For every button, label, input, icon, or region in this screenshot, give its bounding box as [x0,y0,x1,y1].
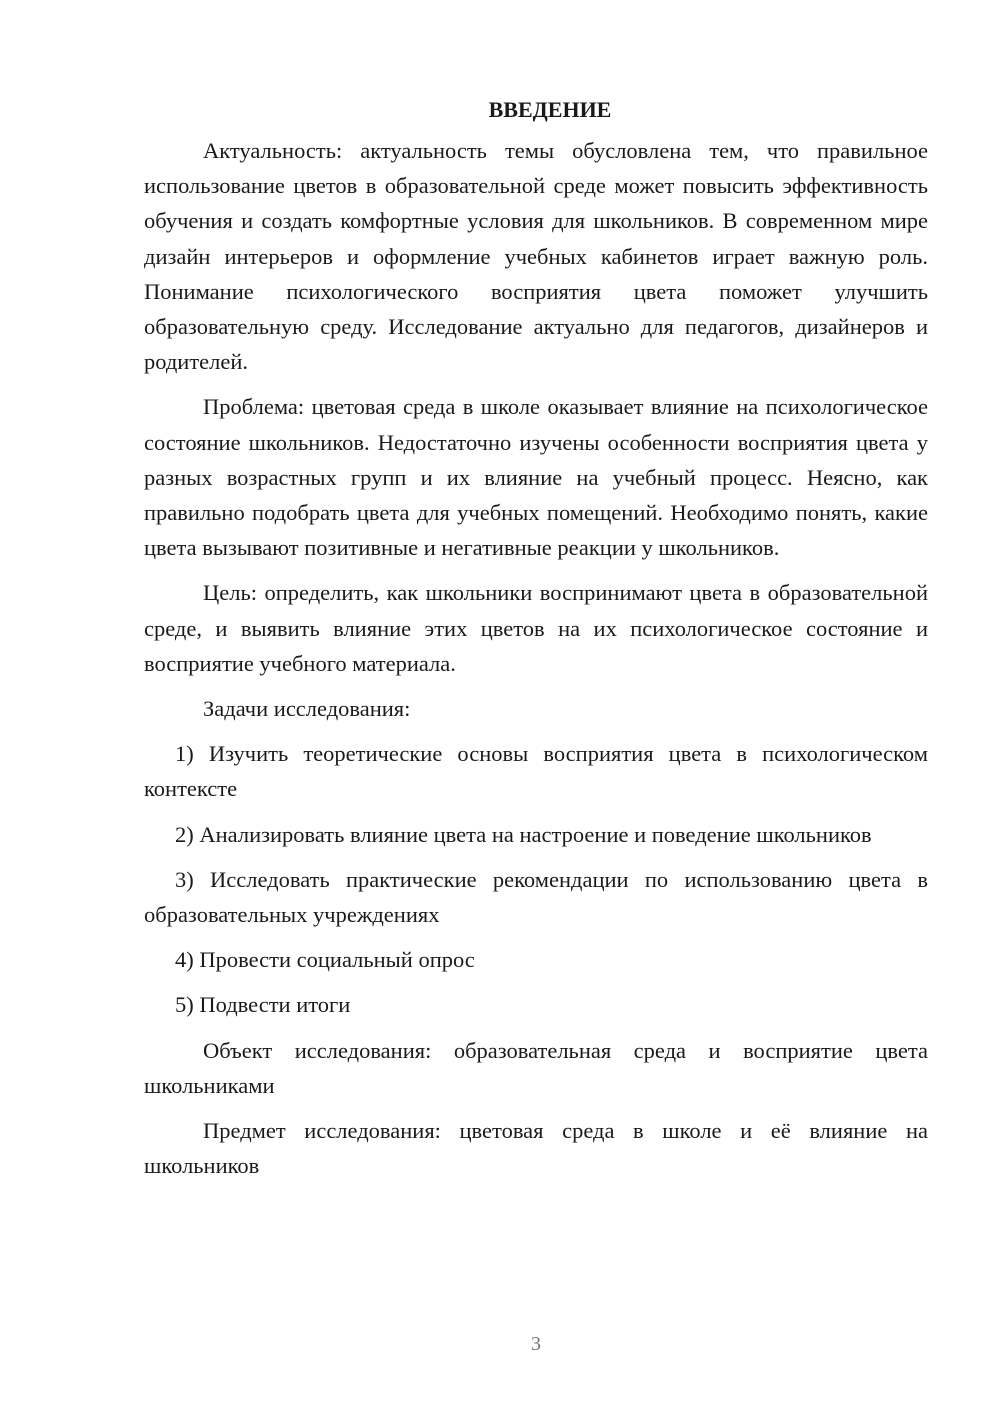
document-page [144,92,928,1193]
paragraph-subject: Предмет исследования: цветовая среда в школе и её влияние на школьников [144,1118,928,1179]
tasks-label: Задачи исследования: [203,696,411,722]
paragraph-relevance: Актуальность: актуальность темы обусловлена тем, что правильное использование цветов в образовательной среде может повысить эффективность обучения и создать комфортные условия для школьников. В современном мире дизайн интерьеров и оформление учебных кабинетов играет важную роль. Понимание психологического восприятия цвета поможет улучшить образовательную среду. Исследование актуально для педагогов, дизайнеров и родителей. [144,138,928,375]
paragraph-goal: Цель: определить, как школьники воспринимают цвета в образовательной среде, и выявить влияние этих цветов на их психологическое состояние и восприятие учебного материала. [144,580,928,676]
paragraph-object: Объект исследования: образовательная среда и восприятие цвета школьниками [144,1037,928,1098]
paragraph-problem: Проблема: цветовая среда в школе оказывает влияние на психологическое состояние школьников. Недостаточно изучены особенности восприятия цвета у разных возрастных групп и их влияние на учебный процесс. Неясно, как правильно подобрать цвета для учебных помещений. Необходимо понять, какие цвета вызывают позитивные и негативные реакции у школьников. [144,394,928,561]
task-item-4: 4) Провести социальный опрос [175,947,475,973]
task-item-2: 2) Анализировать влияние цвета на настроение и поведение школьников [175,821,872,847]
task-item-3: 3) Исследовать практические рекомендации по использованию цвета в образовательных учреждениях [144,866,928,928]
task-item-5: 5) Подвести итоги [175,992,351,1018]
page-number: 3 [531,1333,541,1355]
task-item-1: 1) Изучить теоретические основы восприятия цвета в психологическом контексте [144,741,928,802]
page-title: ВВЕДЕНИЕ [488,97,612,122]
